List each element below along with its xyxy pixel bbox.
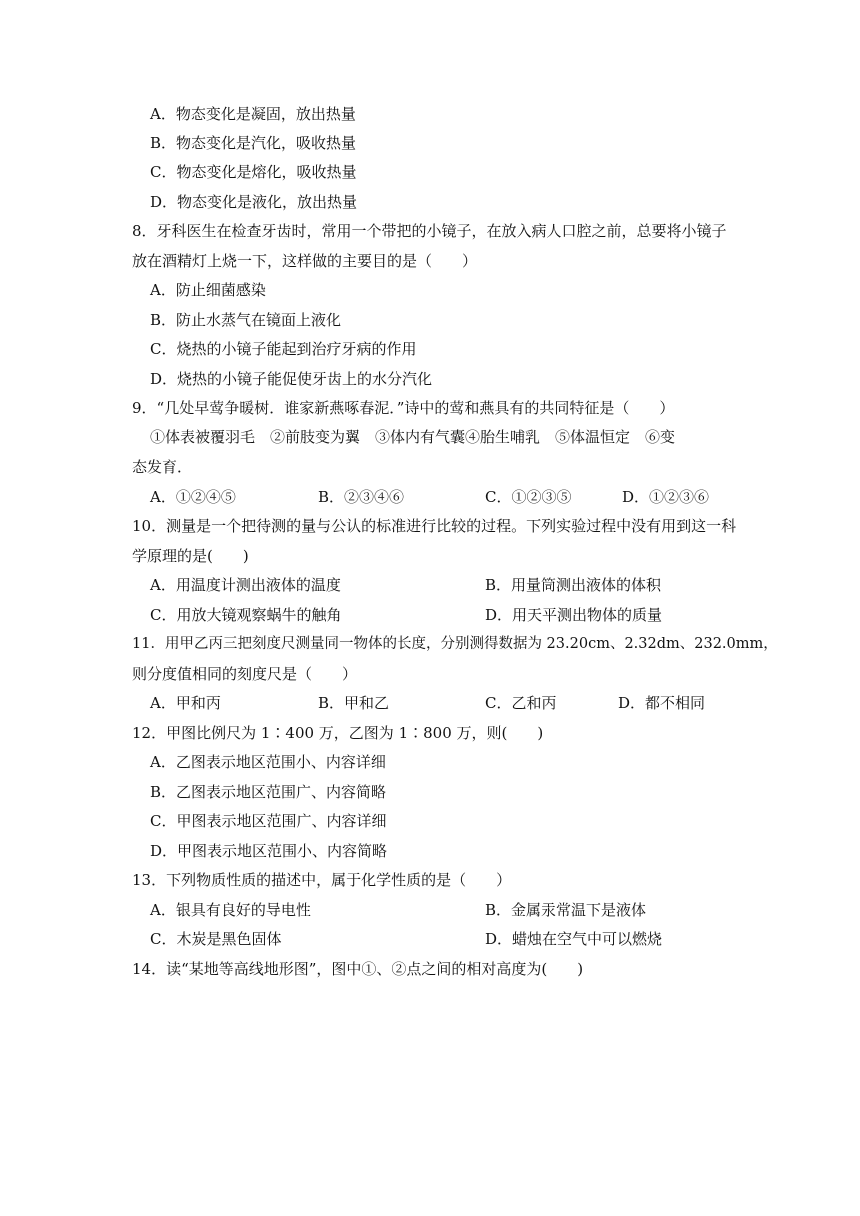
q9-option-d: D．①②③⑥ — [622, 488, 710, 506]
q8-option-a: A．防止细菌感染 — [150, 281, 266, 299]
q7-option-c: C．物态变化是熔化，吸收热量 — [150, 163, 357, 181]
q13-stem-line1: 13．下列物质性质的描述中，属于化学性质的是（ ） — [132, 871, 512, 889]
q10-option-d: D．用天平测出物体的质量 — [485, 606, 663, 624]
q10-option-b: B．用量筒测出液体的体积 — [485, 576, 662, 594]
q7-option-d: D．物态变化是液化，放出热量 — [150, 193, 358, 211]
q12-option-c: C．甲图表示地区范围广、内容详细 — [150, 812, 387, 830]
q9-stem-line3: 态发育． — [132, 458, 193, 476]
q8-option-d: D．烧热的小镜子能促使牙齿上的水分汽化 — [150, 370, 433, 388]
q11-option-b: B．甲和乙 — [318, 694, 390, 712]
q9-option-b: B．②③④⑥ — [318, 488, 405, 506]
q12-option-a: A．乙图表示地区范围小、内容详细 — [150, 753, 386, 771]
q12-option-d: D．甲图表示地区范围小、内容简略 — [150, 842, 388, 860]
q13-option-b: B．金属汞常温下是液体 — [485, 901, 647, 919]
q9-option-a: A．①②④⑤ — [150, 488, 236, 506]
q8-stem-line1: 8．牙科医生在检查牙齿时，常用一个带把的小镜子，在放入病人口腔之前，总要将小镜子 — [132, 222, 727, 240]
q11-stem-line2: 则分度值相同的刻度尺是（ ） — [132, 665, 358, 683]
q9-stem-line2: ①体表被覆羽毛 ②前肢变为翼 ③体内有气囊④胎生哺乳 ⑤体温恒定 ⑥变 — [150, 428, 676, 446]
q13-option-a: A．银具有良好的导电性 — [150, 901, 311, 919]
q10-stem-line1: 10．测量是一个把待测的量与公认的标准进行比较的过程。下列实验过程中没有用到这一科 — [132, 517, 737, 535]
q11-option-a: A．甲和丙 — [150, 694, 221, 712]
q11-option-d: D．都不相同 — [618, 694, 706, 712]
q12-stem-line1: 12．甲图比例尺为 1∶400 万，乙图为 1∶800 万，则( ) — [132, 724, 544, 742]
q8-stem-line2: 放在酒精灯上烧一下，这样做的主要目的是（ ） — [132, 252, 478, 270]
q8-option-c: C．烧热的小镜子能起到治疗牙病的作用 — [150, 340, 417, 358]
q12-option-b: B．乙图表示地区范围广、内容简略 — [150, 783, 387, 801]
q8-option-b: B．防止水蒸气在镜面上液化 — [150, 311, 342, 329]
q11-option-c: C．乙和丙 — [485, 694, 557, 712]
q7-option-a: A．物态变化是凝固，放出热量 — [150, 105, 356, 123]
q13-option-c: C．木炭是黑色固体 — [150, 930, 282, 948]
q10-option-a: A．用温度计测出液体的温度 — [150, 576, 341, 594]
q7-option-b: B．物态变化是汽化，吸收热量 — [150, 134, 357, 152]
q9-stem-line1: 9．“几处早莺争暖树．谁家新燕啄春泥．”诗中的莺和燕具有的共同特征是（ ） — [132, 399, 675, 417]
q10-option-c: C．用放大镜观察蜗牛的触角 — [150, 606, 342, 624]
q9-option-c: C．①②③⑤ — [485, 488, 572, 506]
q10-stem-line2: 学原理的是( ) — [132, 547, 249, 565]
q14-stem-line1: 14．读“某地等高线地形图”，图中①、②点之间的相对高度为( ) — [132, 960, 584, 978]
q13-option-d: D．蜡烛在空气中可以燃烧 — [485, 930, 663, 948]
q11-stem-line1: 11．用甲乙丙三把刻度尺测量同一物体的长度，分别测得数据为 23.20cm、2.32dm、232.0mm， — [132, 636, 778, 652]
